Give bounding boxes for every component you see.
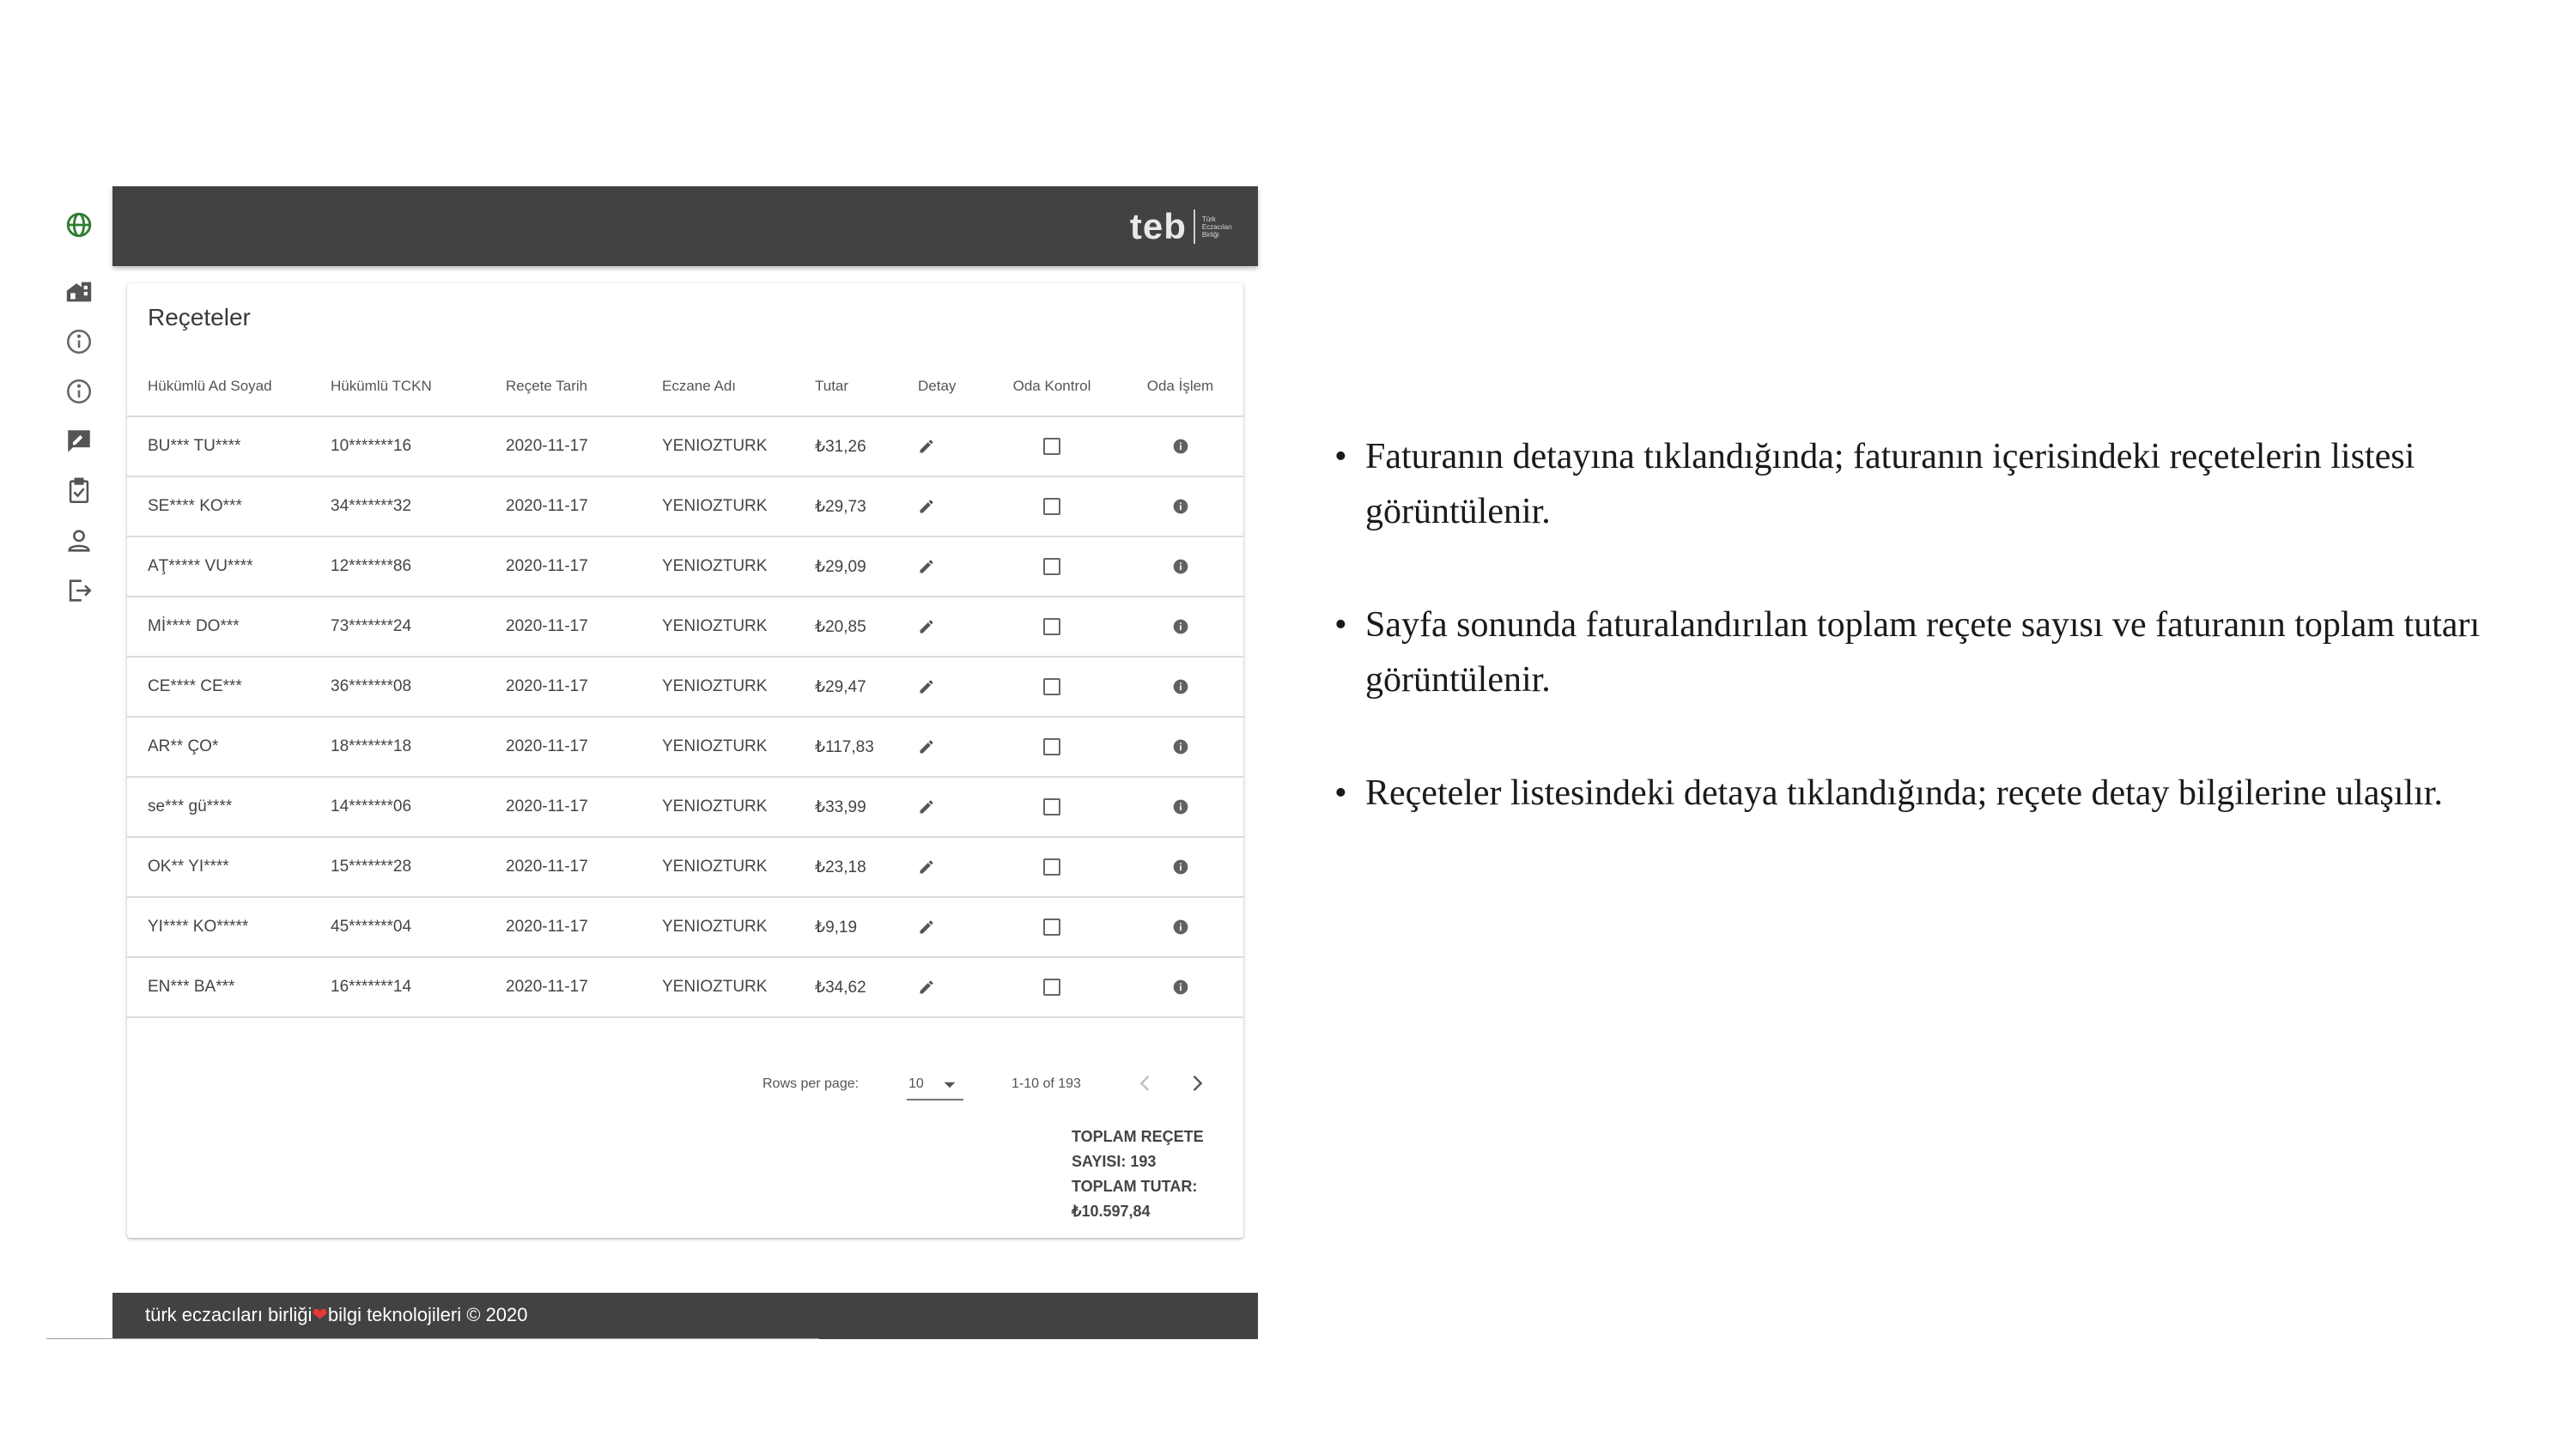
footer-copyright: bilgi teknolojileri © 2020 xyxy=(327,1304,528,1325)
column-header[interactable]: Reçete Tarih xyxy=(506,357,662,416)
divider xyxy=(46,1338,819,1339)
cell-pharmacy: YENIOZTURK xyxy=(662,476,815,537)
room-control-checkbox[interactable] xyxy=(1043,858,1060,876)
logo-divider xyxy=(1194,209,1195,244)
cell-date: 2020-11-17 xyxy=(506,717,662,777)
info-icon[interactable] xyxy=(1172,617,1189,635)
column-header: Detay xyxy=(918,357,987,416)
prescriptions-card xyxy=(127,283,1243,1238)
room-control-checkbox[interactable] xyxy=(1043,618,1060,635)
cell-detail xyxy=(918,897,987,957)
column-header: Oda İşlem xyxy=(1117,357,1243,416)
pharmacy-icon[interactable] xyxy=(60,273,98,311)
cell-amount: ₺33,99 xyxy=(815,777,918,837)
cell-room-control xyxy=(987,416,1117,476)
cell-tckn: 73*******24 xyxy=(331,597,506,657)
edit-pencil-icon[interactable] xyxy=(918,737,935,755)
cell-pharmacy: YENIOZTURK xyxy=(662,777,815,837)
note-text: Sayfa sonunda faturalandırılan toplam reçete sayısı ve faturanın toplam tutarı görüntülenir. xyxy=(1365,605,2481,700)
rows-per-page-label: Rows per page: xyxy=(762,1076,860,1091)
cell-detail xyxy=(918,657,987,717)
cell-name: AŢ***** VU**** xyxy=(127,537,331,597)
total-amount-label: TOPLAM TUTAR: xyxy=(1072,1178,1198,1195)
clipboard-check-icon[interactable] xyxy=(60,472,98,510)
cell-name: BU*** TU**** xyxy=(127,416,331,476)
table-row[interactable] xyxy=(127,957,1243,1017)
table-row[interactable] xyxy=(127,717,1243,777)
logo-subtext xyxy=(1202,215,1232,239)
cell-date: 2020-11-17 xyxy=(506,537,662,597)
logout-icon[interactable] xyxy=(60,572,98,609)
edit-pencil-icon[interactable] xyxy=(918,797,935,815)
table-row[interactable] xyxy=(127,897,1243,957)
cell-room-control xyxy=(987,657,1117,717)
note-item xyxy=(1334,429,2519,539)
cell-name: OK** YI**** xyxy=(127,837,331,897)
cell-detail xyxy=(918,416,987,476)
teb-logo[interactable] xyxy=(1130,205,1232,248)
caret-down-icon xyxy=(943,1078,957,1096)
cell-pharmacy: YENIOZTURK xyxy=(662,837,815,897)
footer-org: türk eczacıları birliği xyxy=(145,1304,313,1325)
cell-room-control xyxy=(987,957,1117,1017)
cell-tckn: 16*******14 xyxy=(331,957,506,1017)
info-icon[interactable] xyxy=(1172,677,1189,695)
room-control-checkbox[interactable] xyxy=(1043,438,1060,455)
cell-room-action xyxy=(1117,717,1243,777)
info-icon[interactable] xyxy=(1172,557,1189,575)
cell-date: 2020-11-17 xyxy=(506,597,662,657)
cell-room-control xyxy=(987,897,1117,957)
logo-text: teb xyxy=(1129,206,1187,246)
table-row[interactable] xyxy=(127,777,1243,837)
note-item xyxy=(1334,597,2519,707)
room-control-checkbox[interactable] xyxy=(1043,678,1060,695)
cell-date: 2020-11-17 xyxy=(506,777,662,837)
cell-amount: ₺29,47 xyxy=(815,657,918,717)
total-count-label: TOPLAM REÇETE xyxy=(1072,1128,1204,1145)
table-header-row xyxy=(127,357,1243,416)
cell-pharmacy: YENIOZTURK xyxy=(662,537,815,597)
heart-icon: ❤ xyxy=(312,1304,328,1325)
cell-detail xyxy=(918,777,987,837)
cell-date: 2020-11-17 xyxy=(506,897,662,957)
page-range: 1-10 of 193 xyxy=(1012,1076,1081,1091)
globe-icon[interactable] xyxy=(60,206,98,244)
pagination xyxy=(127,1058,1243,1113)
cell-name: CE**** CE*** xyxy=(127,657,331,717)
cell-amount: ₺34,62 xyxy=(815,957,918,1017)
footer-text xyxy=(145,1304,528,1326)
bullet: • xyxy=(1334,773,1347,813)
info-icon[interactable] xyxy=(60,373,98,410)
cell-pharmacy: YENIOZTURK xyxy=(662,416,815,476)
room-control-checkbox[interactable] xyxy=(1043,919,1060,936)
info-icon[interactable] xyxy=(1172,978,1189,996)
cell-room-action xyxy=(1117,657,1243,717)
cell-tckn: 36*******08 xyxy=(331,657,506,717)
edit-pencil-icon[interactable] xyxy=(918,437,935,455)
chevron-left-icon[interactable] xyxy=(1133,1071,1157,1100)
edit-pencil-icon[interactable] xyxy=(918,497,935,515)
cell-tckn: 12*******86 xyxy=(331,537,506,597)
cell-room-action xyxy=(1117,957,1243,1017)
cell-detail xyxy=(918,476,987,537)
cell-name: se*** gü**** xyxy=(127,777,331,837)
cell-name: SE**** KO*** xyxy=(127,476,331,537)
cell-date: 2020-11-17 xyxy=(506,476,662,537)
cell-detail xyxy=(918,837,987,897)
cell-pharmacy: YENIOZTURK xyxy=(662,897,815,957)
edit-pencil-icon[interactable] xyxy=(918,557,935,575)
cell-pharmacy: YENIOZTURK xyxy=(662,957,815,1017)
cell-room-control xyxy=(987,777,1117,837)
logo-subtext-line: Eczacıları xyxy=(1201,222,1232,231)
info-icon[interactable] xyxy=(1172,797,1189,815)
cell-tckn: 15*******28 xyxy=(331,837,506,897)
info-icon[interactable] xyxy=(1172,497,1189,515)
cell-date: 2020-11-17 xyxy=(506,416,662,476)
cell-name: Mİ**** DO*** xyxy=(127,597,331,657)
column-header[interactable]: Eczane Adı xyxy=(662,357,815,416)
note-item xyxy=(1334,766,2519,821)
app-footer xyxy=(112,1293,1258,1339)
totals-summary xyxy=(1072,1125,1204,1224)
room-control-checkbox[interactable] xyxy=(1043,738,1060,755)
app-header xyxy=(112,186,1258,266)
cell-room-action xyxy=(1117,537,1243,597)
column-header[interactable]: Hükümlü Ad Soyad xyxy=(127,357,331,416)
cell-room-action xyxy=(1117,897,1243,957)
room-control-checkbox[interactable] xyxy=(1043,558,1060,575)
info-icon[interactable] xyxy=(1172,737,1189,755)
table-row[interactable] xyxy=(127,476,1243,537)
cell-tckn: 14*******06 xyxy=(331,777,506,837)
cell-tckn: 45*******04 xyxy=(331,897,506,957)
cell-room-control xyxy=(987,597,1117,657)
cell-amount: ₺20,85 xyxy=(815,597,918,657)
cell-date: 2020-11-17 xyxy=(506,837,662,897)
notes-list xyxy=(1334,429,2519,879)
logo-subtext-line: Türk xyxy=(1201,215,1216,223)
cell-name: AR** ÇO* xyxy=(127,717,331,777)
cell-amount: ₺23,18 xyxy=(815,837,918,897)
cell-date: 2020-11-17 xyxy=(506,657,662,717)
rows-per-page-value: 10 xyxy=(908,1076,924,1091)
table-row[interactable] xyxy=(127,597,1243,657)
edit-pencil-icon[interactable] xyxy=(918,617,935,635)
edit-pencil-icon[interactable] xyxy=(918,918,935,936)
table-row[interactable] xyxy=(127,416,1243,476)
edit-pencil-icon[interactable] xyxy=(918,677,935,695)
cell-date: 2020-11-17 xyxy=(506,957,662,1017)
cell-pharmacy: YENIOZTURK xyxy=(662,717,815,777)
table-row[interactable] xyxy=(127,657,1243,717)
cell-room-action xyxy=(1117,476,1243,537)
cell-room-action xyxy=(1117,777,1243,837)
bullet: • xyxy=(1334,437,1347,476)
cell-detail xyxy=(918,597,987,657)
total-amount-value: ₺10.597,84 xyxy=(1072,1203,1151,1220)
cell-room-control xyxy=(987,476,1117,537)
cell-amount: ₺117,83 xyxy=(815,717,918,777)
chevron-right-icon[interactable] xyxy=(1185,1071,1209,1100)
room-control-checkbox[interactable] xyxy=(1043,979,1060,996)
cell-tckn: 18*******18 xyxy=(331,717,506,777)
info-icon[interactable] xyxy=(1172,918,1189,936)
cell-pharmacy: YENIOZTURK xyxy=(662,597,815,657)
cell-amount: ₺31,26 xyxy=(815,416,918,476)
column-header[interactable]: Hükümlü TCKN xyxy=(331,357,506,416)
cell-detail xyxy=(918,717,987,777)
table-row[interactable] xyxy=(127,837,1243,897)
cell-detail xyxy=(918,537,987,597)
room-control-checkbox[interactable] xyxy=(1043,498,1060,515)
edit-pencil-icon[interactable] xyxy=(918,978,935,996)
cell-room-control xyxy=(987,717,1117,777)
note-text: Reçeteler listesindeki detaya tıklandığında; reçete detay bilgilerine ulaşılır. xyxy=(1365,773,2443,813)
cell-room-action xyxy=(1117,597,1243,657)
cell-amount: ₺9,19 xyxy=(815,897,918,957)
room-control-checkbox[interactable] xyxy=(1043,798,1060,815)
cell-name: YI**** KO***** xyxy=(127,897,331,957)
cell-amount: ₺29,73 xyxy=(815,476,918,537)
cell-room-action xyxy=(1117,837,1243,897)
total-count-value: SAYISI: 193 xyxy=(1072,1153,1157,1170)
rows-per-page-select[interactable] xyxy=(907,1070,963,1100)
cell-room-action xyxy=(1117,416,1243,476)
logo-subtext-line: Birliği xyxy=(1201,230,1219,239)
column-header: Oda Kontrol xyxy=(987,357,1117,416)
cell-pharmacy: YENIOZTURK xyxy=(662,657,815,717)
column-header[interactable]: Tutar xyxy=(815,357,918,416)
prescriptions-table xyxy=(127,357,1243,1018)
cell-name: EN*** BA*** xyxy=(127,957,331,1017)
info-icon[interactable] xyxy=(1172,858,1189,876)
cell-detail xyxy=(918,957,987,1017)
prescription-icon[interactable] xyxy=(60,422,98,460)
cell-tckn: 34*******32 xyxy=(331,476,506,537)
cell-room-control xyxy=(987,537,1117,597)
edit-pencil-icon[interactable] xyxy=(918,858,935,876)
table-row[interactable] xyxy=(127,537,1243,597)
cell-room-control xyxy=(987,837,1117,897)
cell-tckn: 10*******16 xyxy=(331,416,506,476)
bullet: • xyxy=(1334,605,1347,645)
user-icon[interactable] xyxy=(60,522,98,560)
cell-amount: ₺29,09 xyxy=(815,537,918,597)
info-icon[interactable] xyxy=(60,323,98,361)
info-icon[interactable] xyxy=(1172,437,1189,455)
page-title: Reçeteler xyxy=(148,304,251,330)
note-text: Faturanın detayına tıklandığında; faturanın içerisindeki reçetelerin listesi görüntülenir. xyxy=(1365,437,2415,531)
